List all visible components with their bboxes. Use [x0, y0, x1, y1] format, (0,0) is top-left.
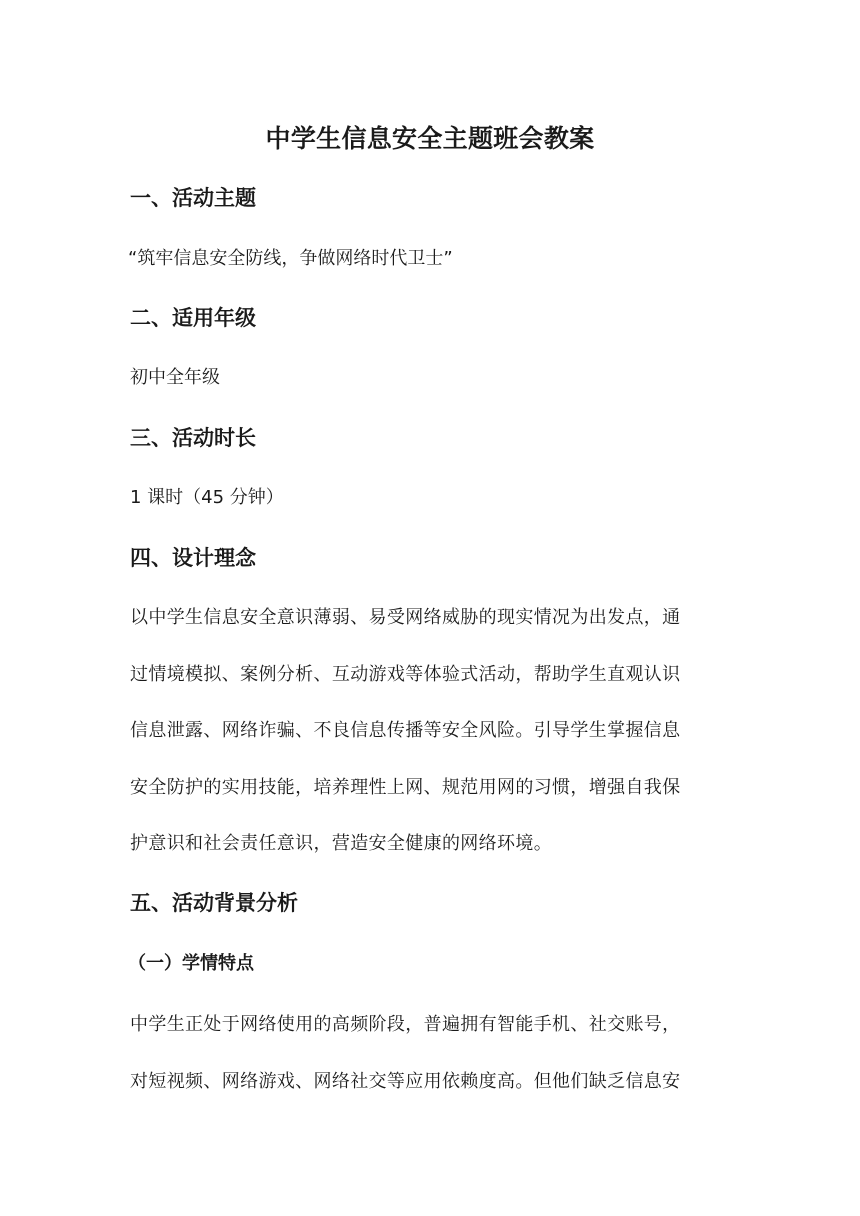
paragraph-line: 以中学生信息安全意识薄弱、易受网络威胁的现实情况为出发点，通	[130, 607, 681, 628]
paragraph-line: 中学生正处于网络使用的高频阶段，普遍拥有智能手机、社交账号，	[130, 1014, 681, 1035]
heading-design-concept: 四、设计理念	[130, 546, 256, 570]
activity-theme-text: “筑牢信息安全防线，争做网络时代卫士”	[128, 248, 453, 269]
subheading-student-characteristics: （一）学情特点	[128, 953, 254, 974]
heading-applicable-grade: 二、适用年级	[130, 306, 256, 330]
heading-activity-theme: 一、活动主题	[130, 186, 256, 210]
paragraph-line: 信息泄露、网络诈骗、不良信息传播等安全风险。引导学生掌握信息	[130, 720, 681, 741]
paragraph-line: 安全防护的实用技能，培养理性上网、规范用网的习惯，增强自我保	[130, 776, 681, 798]
student-characteristics-paragraph	[130, 997, 734, 1110]
document-title: 中学生信息安全主题班会教案	[265, 124, 595, 153]
applicable-grade-text: 初中全年级	[130, 367, 220, 388]
heading-background-analysis: 五、活动背景分析	[130, 891, 298, 915]
paragraph-line: 对短视频、网络游戏、网络社交等应用依赖度高。但他们缺乏信息安	[130, 1070, 681, 1092]
paragraph-line: 护意识和社会责任意识，营造安全健康的网络环境。	[130, 833, 553, 854]
design-concept-paragraph	[130, 590, 734, 873]
paragraph-line: 过情境模拟、案例分析、互动游戏等体验式活动，帮助学生直观认识	[130, 663, 681, 685]
activity-duration-text: 1 课时（45 分钟）	[130, 487, 284, 508]
heading-activity-duration: 三、活动时长	[130, 426, 256, 450]
